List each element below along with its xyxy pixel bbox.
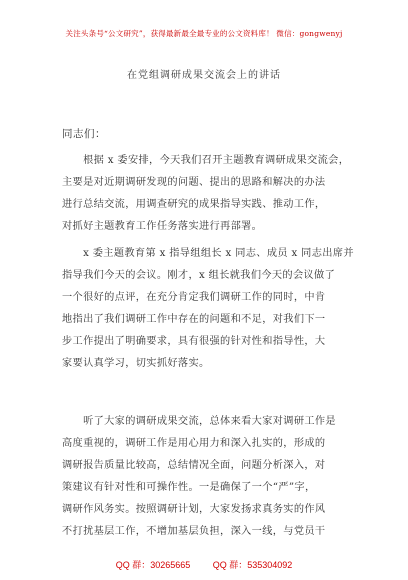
header-notice: 关注头条号“公文研究”，获得最新最全最专业的公文资料库！ 微信：gongwenyj [65, 29, 343, 38]
document-title: 在党组调研成果交流会上的讲话 [127, 70, 281, 81]
paragraph-line: 家要认真学习，切实抓好落实。 [62, 358, 210, 369]
paragraph-line: 地指出了我们调研工作中存在的问题和不足，对我们下一 [62, 314, 326, 325]
paragraph-line: 对抓好主题教育工作任务落实进行再部署。 [62, 221, 263, 232]
paragraph-1 [62, 150, 358, 238]
paragraph-line: 不打扰基层工作，不增加基层负担，深入一线，与党员干 [62, 526, 326, 537]
footer-qq-group-2: QQ 群：535304092 [212, 560, 293, 570]
paragraph-line: 策建议有针对性和可操作性。一是确保了一个“严”字， [62, 482, 316, 493]
salutation: 同志们： [62, 128, 106, 140]
paragraph-3 [62, 411, 358, 543]
paragraph-line: x 委主题教育第 x 指导组组长 x 同志、成员 x 同志出席并 [62, 248, 354, 259]
paragraph-line: 调研作风务实。按照调研计划，大家发扬求真务实的作风 [62, 504, 326, 515]
paragraph-line: 进行总结交流，用调查研究的成果指导实践、推动工作， [62, 199, 326, 210]
paragraph-2 [62, 243, 358, 375]
paragraph-line: 主要是对近期调研发现的问题、提出的思路和解决的办法 [62, 177, 326, 188]
paragraph-line: 一个很好的点评，在充分肯定我们调研工作的同时，中肯 [62, 292, 326, 303]
paragraph-line: 调研报告质量比较高，总结情况全面，问题分析深入，对 [62, 460, 326, 471]
paragraph-line: 指导我们今天的会议。刚才，x 组长就我们今天的会议做了 [62, 270, 336, 281]
footer-qq-group-1: QQ 群：30265665 [115, 560, 191, 570]
paragraph-line: 根据 x 委安排，今天我们召开主题教育调研成果交流会， [62, 155, 350, 166]
paragraph-line: 步工作提出了明确要求，具有很强的针对性和指导性，大 [62, 336, 326, 347]
footer-contact [0, 558, 408, 571]
paragraph-line: 听了大家的调研成果交流，总体来看大家对调研工作是 [62, 416, 336, 427]
paragraph-line: 高度重视的，调研工作是用心用力和深入扎实的，形成的 [62, 438, 326, 449]
